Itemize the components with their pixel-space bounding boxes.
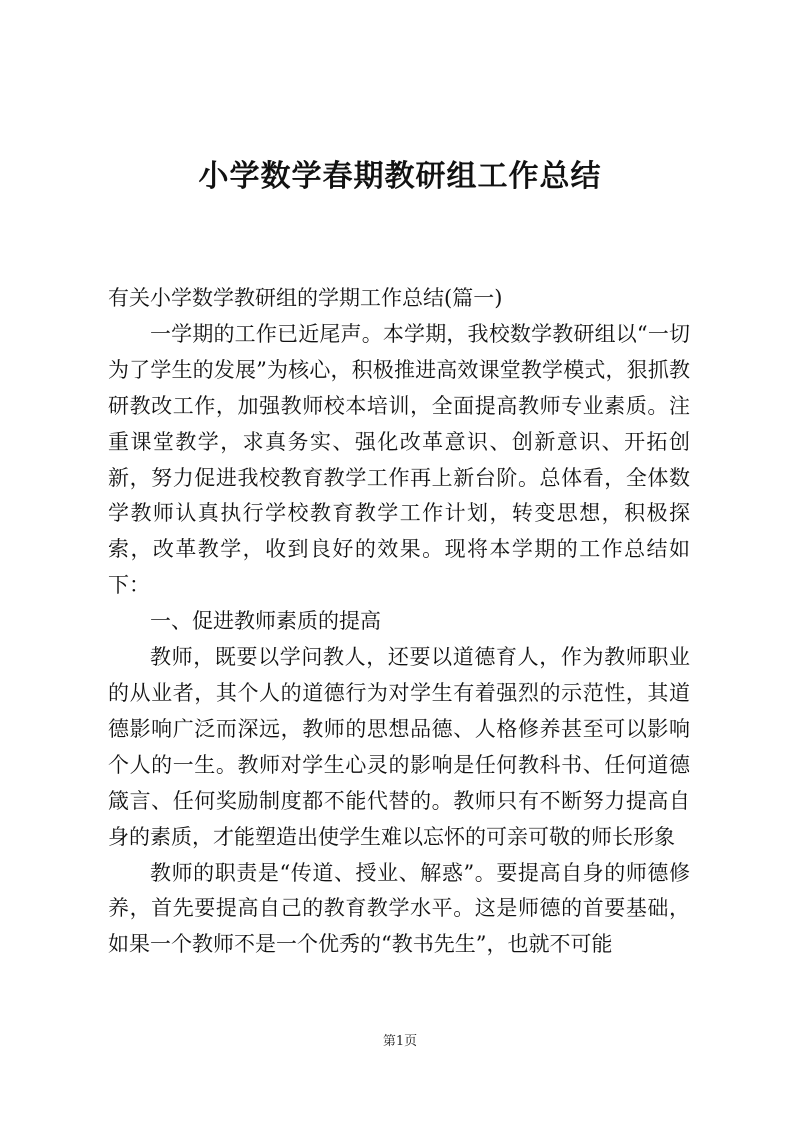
page-title: 小学数学春期教研组工作总结 (198, 159, 602, 194)
document-subtitle: 有关小学数学教研组的学期工作总结(篇一) (108, 286, 503, 310)
paragraph-intro: 一学期的工作已近尾声。本学期，我校数学教研组以“一切为了学生的发展”为核心，积极推进高效课堂教学模式，狠抓教研教改工作，加强教师校本培训，全面提高教师专业素质。注重课堂教学，求真务实、强化改革意识、创新意识、开拓创新，努力促进我校教育教学工作再上新台阶。总体看，全体数学教师认真执行学校教育教学工作计划，转变思想，积极探索，改革教学，收到良好的效果。现将本学期的工作总结如下： (108, 321, 690, 598)
paragraph-teacher-quality: 教师，既要以学问教人，还要以道德育人，作为教师职业的从业者，其个人的道德行为对学生有着强烈的示范性，其道德影响广泛而深远，教师的思想品德、人格修养甚至可以影响个人的一生。教师对学生心灵的影响是任何教科书、任何道德箴言、任何奖励制度都不能代替的。教师只有不断努力提高自身的素质，才能塑造出使学生难以忘怀的可亲可敬的师长形象 (108, 645, 690, 849)
section-heading: 一、促进教师素质的提高 (150, 609, 381, 634)
page-number: 第1页 (382, 1034, 418, 1049)
document-body (108, 281, 690, 963)
paragraph-teacher-duty: 教师的职责是“传道、授业、解惑”。要提高自身的师德修养，首先要提高自己的教育教学水平。这是师德的首要基础，如果一个教师不是一个优秀的“教书先生”，也就不可能 (108, 860, 690, 957)
